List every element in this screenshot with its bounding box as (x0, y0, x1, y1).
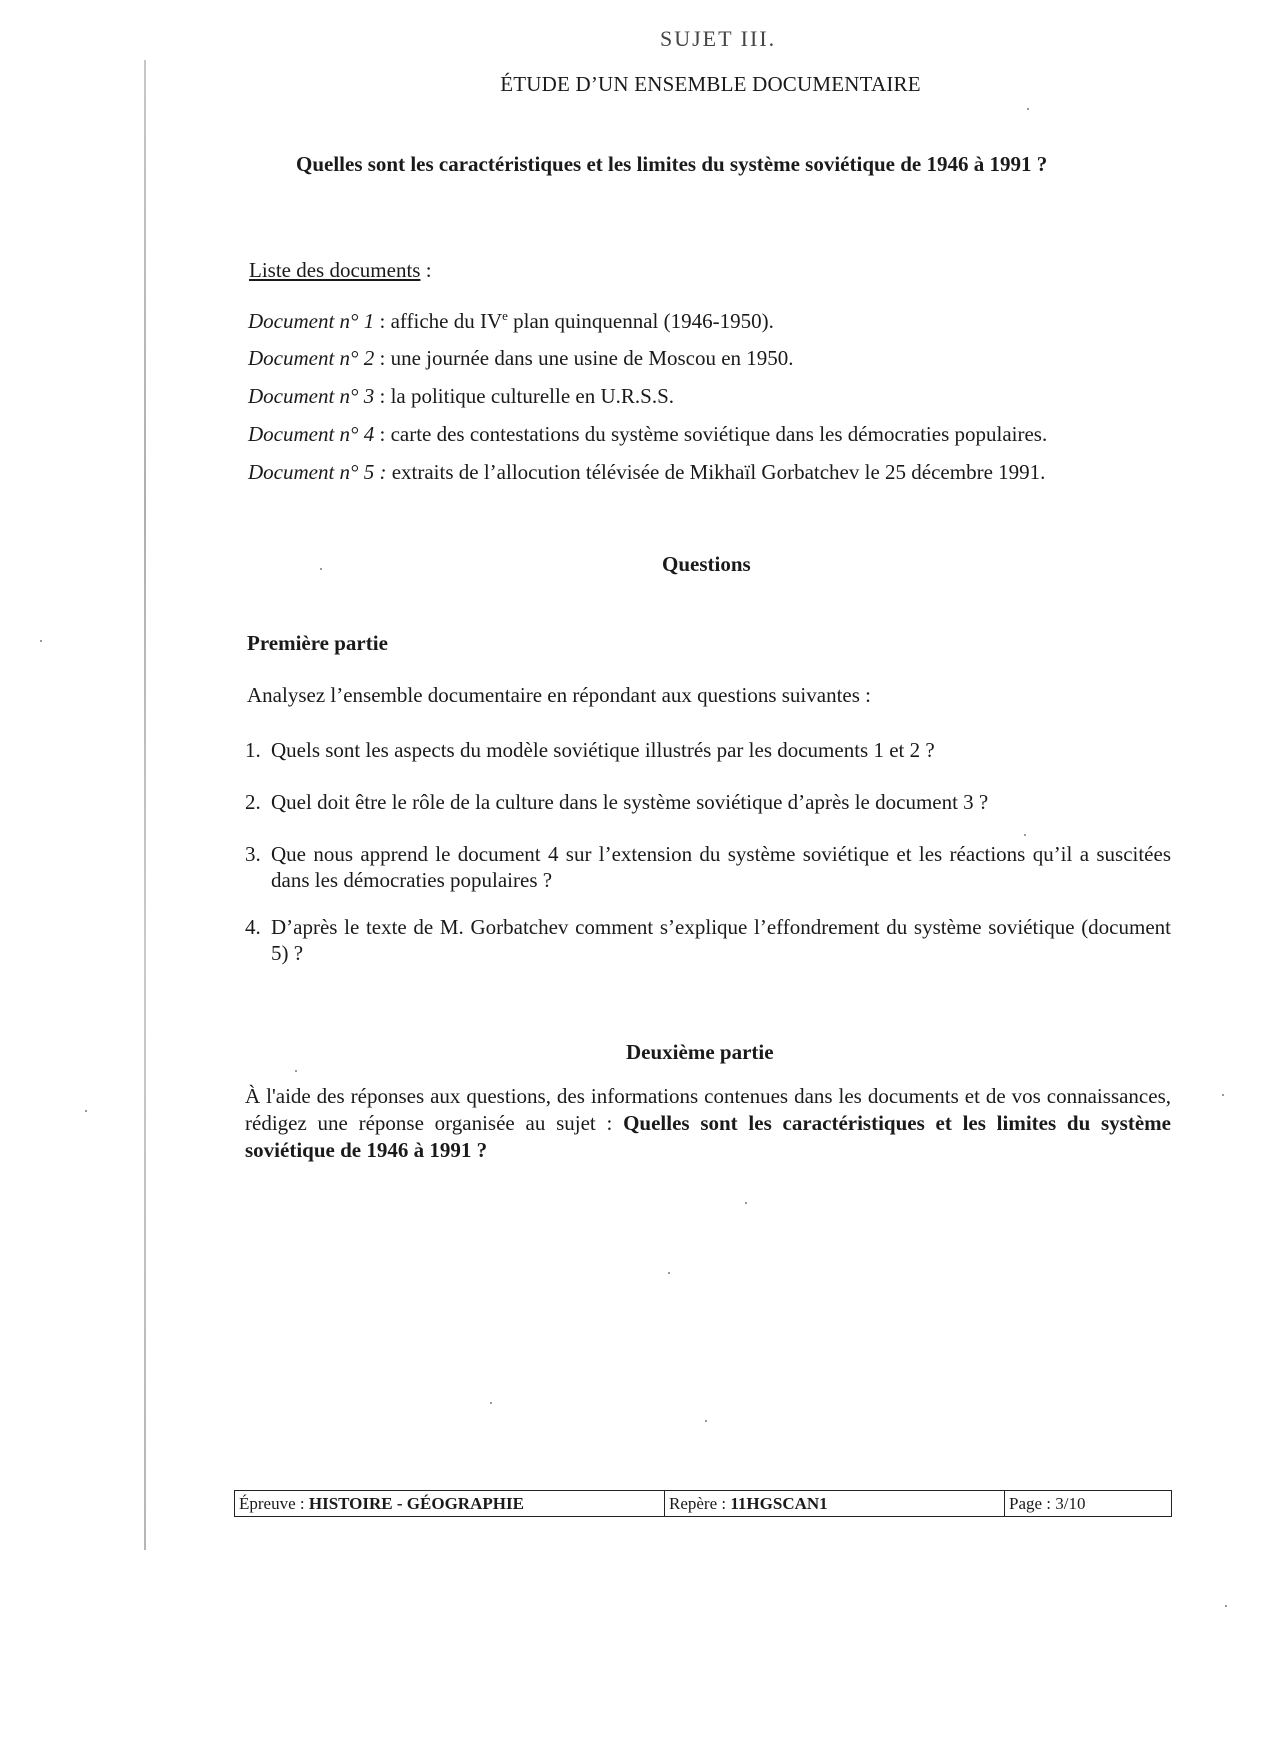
subject-question: Quelles sont les caractéristiques et les limites du système soviétique de 1946 à 1991 ? (296, 152, 1048, 176)
scan-speck (490, 1402, 492, 1404)
footer-repere: Repère : 11HGSCAN1 (665, 1491, 1005, 1516)
document-item-1: Document n° 1 : affiche du IVe plan quinquennal (1946-1950). (248, 308, 774, 333)
documents-list-heading: Liste des documents : (249, 258, 432, 282)
part2-instructions: À l'aide des réponses aux questions, des informations contenues dans les documents et de vos connaissances, rédigez une réponse organisée au sujet : Quelles sont les caractéristiques et les limites du système soviétique de 1946 à 1991 ? (245, 1084, 1171, 1162)
scan-speck (1024, 834, 1026, 836)
part2-title: Deuxième partie (626, 1040, 774, 1064)
question-2: 2. Quel doit être le rôle de la culture dans le système soviétique d’après le document 3 ? (245, 790, 989, 814)
scan-speck (1222, 1094, 1224, 1096)
document-item-2: Document n° 2 : une journée dans une usine de Moscou en 1950. (248, 346, 794, 370)
document-item-4: Document n° 4 : carte des contestations du système soviétique dans les démocraties populaires. (248, 422, 1048, 446)
question-1: 1. Quels sont les aspects du modèle soviétique illustrés par les documents 1 et 2 ? (245, 738, 935, 762)
document-item-5: Document n° 5 : extraits de l’allocution télévisée de Mikhaïl Gorbatchev le 25 décembre 1991. (248, 460, 1046, 484)
scan-left-edge (144, 60, 146, 1550)
scan-speck (745, 1202, 747, 1204)
footer-page: Page : 3/10 (1009, 1494, 1086, 1513)
part1-intro: Analysez l’ensemble documentaire en répondant aux questions suivantes : (247, 683, 871, 707)
document-item-3: Document n° 3 : la politique culturelle en U.R.S.S. (248, 384, 675, 408)
part1-title: Première partie (247, 631, 388, 655)
page-title: ÉTUDE D’UN ENSEMBLE DOCUMENTAIRE (500, 72, 921, 96)
cut-off-heading: SUJET III. (660, 26, 777, 51)
scan-speck (1225, 1605, 1227, 1607)
question-3: 3. Que nous apprend le document 4 sur l’extension du système soviétique et les réactions qu’il a suscitées dans les démocraties populaires ? (245, 842, 1171, 892)
question-4: 4. D’après le texte de M. Gorbatchev comment s’explique l’effondrement du système soviétique (document 5) ? (245, 915, 1171, 965)
scan-speck (1027, 108, 1029, 110)
scan-speck (705, 1420, 707, 1422)
scan-speck (40, 640, 42, 642)
footer-epreuve: Épreuve : HISTOIRE - GÉOGRAPHIE (235, 1491, 665, 1516)
scan-speck (85, 1110, 87, 1112)
scan-speck (320, 568, 322, 570)
footer-table (234, 1490, 1172, 1517)
scan-speck (668, 1272, 670, 1274)
scan-speck (295, 1070, 297, 1072)
questions-title: Questions (662, 552, 751, 576)
